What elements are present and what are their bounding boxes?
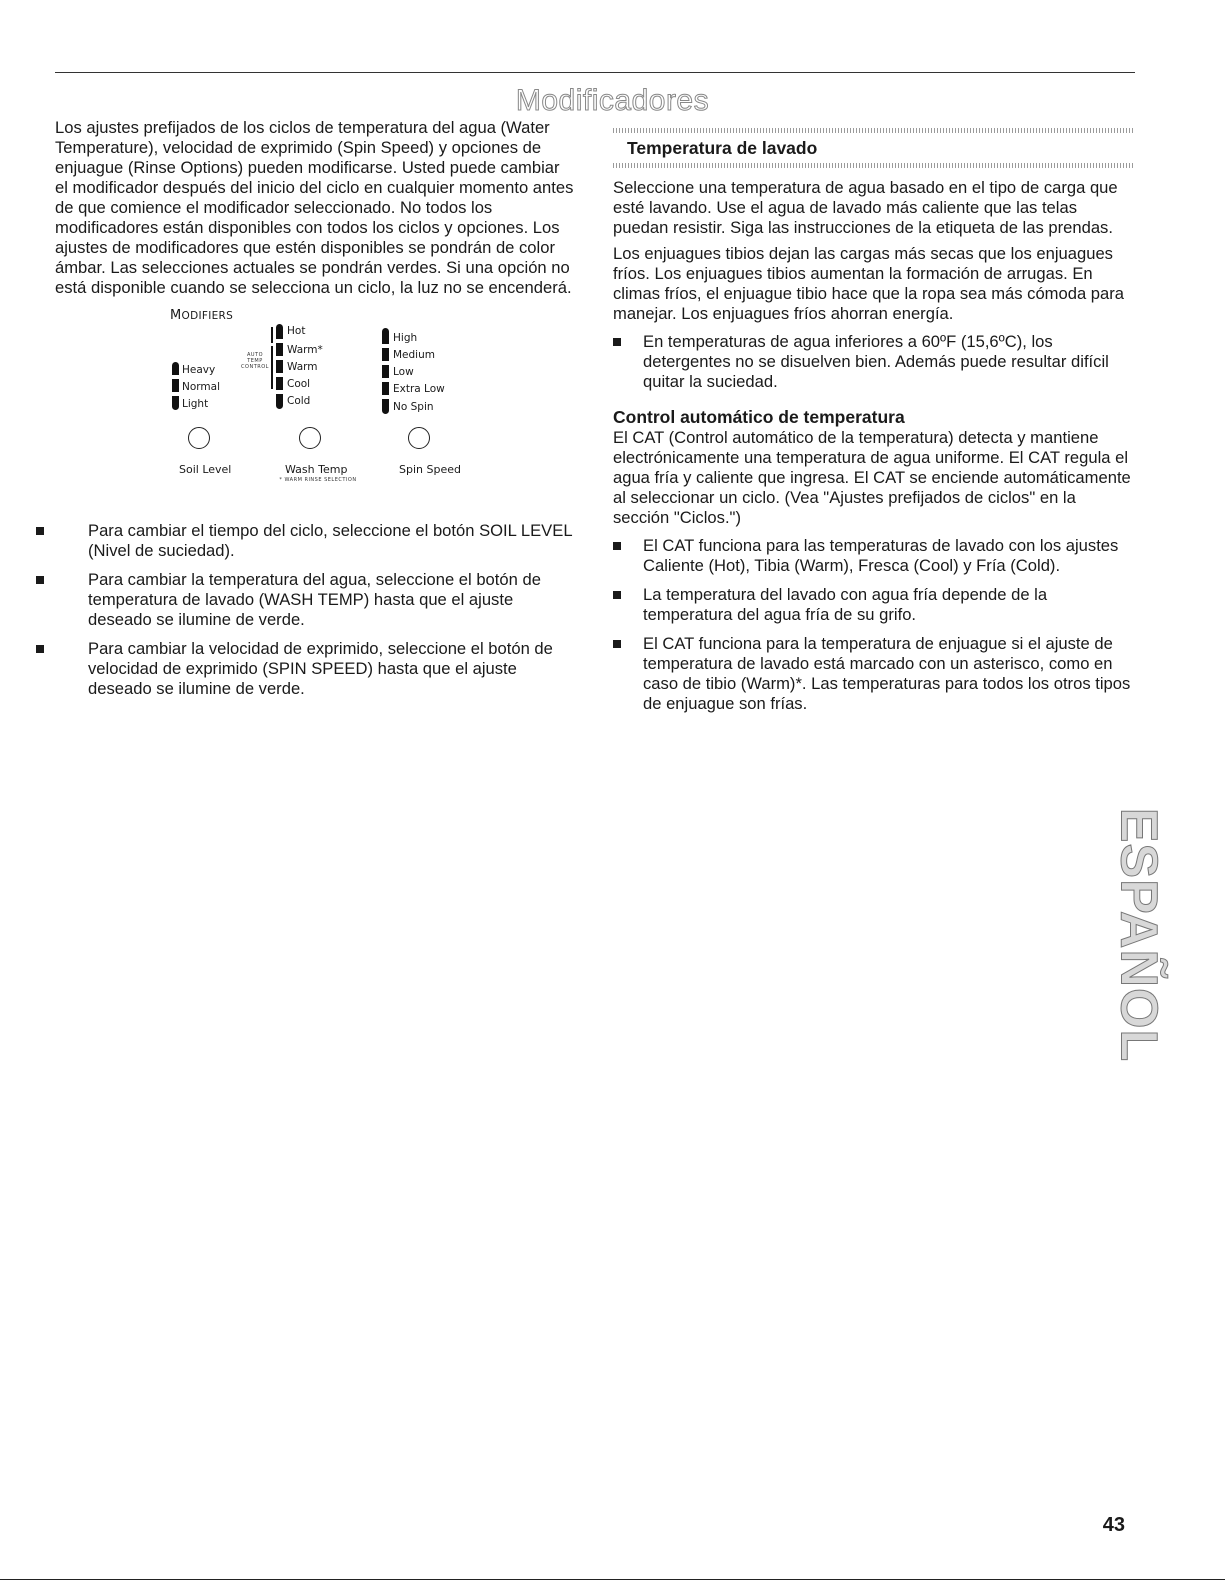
bullet-square-icon xyxy=(613,591,621,599)
led-heavy xyxy=(172,362,179,375)
bullet-square-icon xyxy=(36,576,44,584)
warm-rinse-footnote: * WARM RINSE SELECTION xyxy=(279,477,357,483)
temp-option-cool: Cool xyxy=(287,378,311,390)
right-bullet-list-2 xyxy=(613,536,1133,714)
auto-temp-label: AUTO TEMP CONTROL xyxy=(241,352,269,370)
cat-paragraph: El CAT (Control automático de la temperatura) detecta y mantiene electrónicamente una temperatura de agua uniforme. El CAT regula el agua fría y caliente que ingresa. El CAT se enciende automáticamente al seleccionar un ciclo. (Vea "Ajustes prefijados de ciclos" en la sección "Ciclos.") xyxy=(613,428,1131,527)
list-item: La temperatura del lavado con agua fría depende de la temperatura del agua fría de su grifo. xyxy=(613,585,1133,625)
spin-speed-button-icon xyxy=(408,427,430,449)
spin-option-high: High xyxy=(393,332,418,344)
bullet-square-icon xyxy=(613,338,621,346)
wash-temp-label: Wash Temp xyxy=(285,463,348,476)
bullet-square-icon xyxy=(613,542,621,550)
led-low xyxy=(382,365,389,378)
spin-option-no-spin: No Spin xyxy=(393,401,434,413)
temp-option-warm-star: Warm* xyxy=(287,344,323,356)
bullet-square-icon xyxy=(613,640,621,648)
soil-level-button-icon xyxy=(188,427,210,449)
spin-option-low: Low xyxy=(393,366,414,378)
bottom-rule xyxy=(0,1579,1225,1580)
led-cool xyxy=(276,377,283,390)
left-column xyxy=(55,118,575,708)
top-rule xyxy=(55,72,1135,73)
panel-title: MODIFIERS xyxy=(170,308,234,323)
led-normal xyxy=(172,379,179,392)
page-title: Modificadores xyxy=(515,84,710,117)
led-cold xyxy=(276,394,283,409)
soil-option-normal: Normal xyxy=(182,381,220,393)
soil-level-label: Soil Level xyxy=(179,463,232,476)
list-item: Para cambiar la velocidad de exprimido, seleccione el botón de velocidad de exprimido (SPIN SPEED) hasta que el ajuste deseado se ilumine de verde. xyxy=(30,639,575,699)
intro-paragraph: Los ajustes prefijados de los ciclos de temperatura del agua (Water Temperature), velocidad de exprimido (Spin Speed) y opciones de enjuague (Rinse Options) pueden modificarse. Usted puede cambiar el modificador después del inicio del ciclo en cualquier momento antes de que comience el modificador seleccionado. No todos los modificadores están disponibles con todos los ciclos y opciones. Los ajustes de modificadores que estén disponibles se pondrán de color ámbar. Las selecciones actuales se pondrán verdes. Si una opción no está disponible cuando se selecciona un ciclo, la luz no se encenderá. xyxy=(55,118,574,297)
page-number: 43 xyxy=(1102,1514,1125,1536)
led-extra-low xyxy=(382,382,389,395)
bullet-square-icon xyxy=(36,645,44,653)
section-heading: Temperatura de lavado xyxy=(627,138,818,158)
heading-rule-bottom xyxy=(613,163,1133,168)
heading-rule-top xyxy=(613,128,1133,133)
list-item: El CAT funciona para las temperaturas de lavado con los ajustes Caliente (Hot), Tibia (Warm), Fresca (Cool) y Fría (Cold). xyxy=(613,536,1133,576)
rinse-paragraph: Los enjuagues tibios dejan las cargas más secas que los enjuagues fríos. Los enjuagues tibios aumentan la formación de arrugas. En climas fríos, el enjuague tibio hace que la ropa sea más cómoda para manejar. Los enjuagues fríos ahorran energía. xyxy=(613,244,1125,323)
spin-option-medium: Medium xyxy=(393,349,435,361)
led-high xyxy=(382,328,389,344)
temp-option-hot: Hot xyxy=(287,325,306,337)
soil-option-heavy: Heavy xyxy=(182,364,216,376)
modifiers-panel-diagram xyxy=(55,304,575,509)
auto-temp-bracket-top xyxy=(271,327,273,343)
subsection-heading: Control automático de temperatura xyxy=(613,407,905,427)
right-bullet-list-1 xyxy=(613,332,1133,392)
list-item: El CAT funciona para la temperatura de enjuague si el ajuste de temperatura de lavado está marcado con un asterisco, como en caso de tibio (Warm)*. Las temperaturas para todos los otros tipos de enjuague son frías. xyxy=(613,634,1133,714)
spin-option-extra-low: Extra Low xyxy=(393,383,445,395)
left-bullet-list xyxy=(30,521,575,699)
list-item: En temperaturas de agua inferiores a 60ºF (15,6ºC), los detergentes no se disuelven bien. Además puede resultar difícil quitar la suciedad. xyxy=(613,332,1133,392)
temp-option-cold: Cold xyxy=(287,395,311,407)
led-warm-star xyxy=(276,343,283,356)
led-no-spin xyxy=(382,399,389,414)
list-item: Para cambiar la temperatura del agua, seleccione el botón de temperatura de lavado (WASH TEMP) hasta que el ajuste deseado se ilumine de verde. xyxy=(30,570,575,630)
led-medium xyxy=(382,348,389,361)
spin-speed-label: Spin Speed xyxy=(399,463,461,476)
wash-temp-button-icon xyxy=(299,427,321,449)
list-item: Para cambiar el tiempo del ciclo, seleccione el botón SOIL LEVEL (Nivel de suciedad). xyxy=(30,521,575,561)
led-hot xyxy=(276,324,283,339)
wash-temp-paragraph: Seleccione una temperatura de agua basado en el tipo de carga que esté lavando. Use el agua de lavado más caliente que las telas puedan resistir. Siga las instrucciones de la etiqueta de las prendas. xyxy=(613,178,1118,237)
language-side-tab: ESPAÑOL xyxy=(1109,807,1168,1063)
soil-option-light: Light xyxy=(182,398,209,410)
right-column xyxy=(613,118,1133,723)
auto-temp-bracket xyxy=(271,346,273,389)
led-warm xyxy=(276,360,283,373)
bullet-square-icon xyxy=(36,527,44,535)
led-light xyxy=(172,396,179,410)
temp-option-warm: Warm xyxy=(287,361,318,373)
